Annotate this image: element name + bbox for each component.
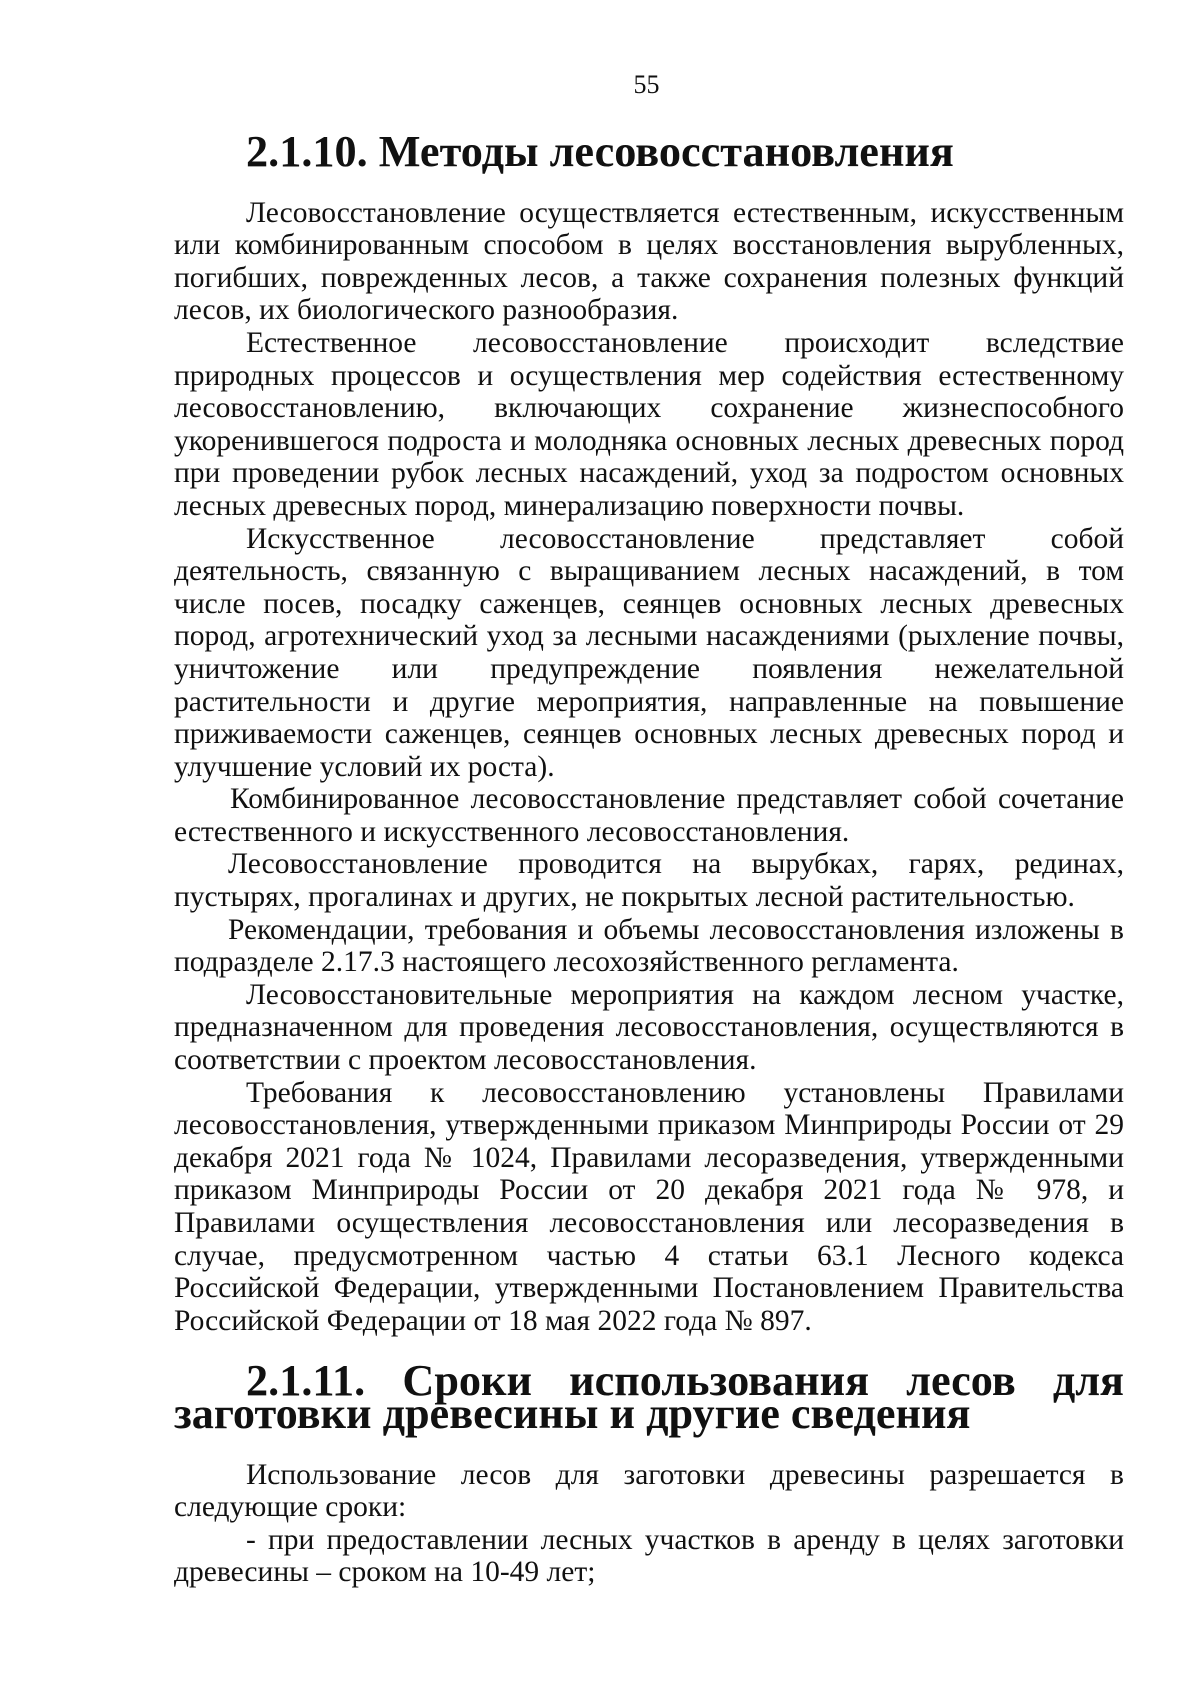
- section-heading-timber-terms: 2.1.11. Сроки использования лесов для заготовки древесины и другие сведения: [174, 1356, 1124, 1438]
- paragraph: Требования к лесовосстановлению установлены Правилами лесовосстановления, утвержденными приказом Минприроды России от 29 декабря 2021 года № 1024, Правилами лесоразведения, утвержденными приказом Минприроды России от 20 декабря 2021 года № 978, и Правилами осуществления лесовосстановления или лесоразведения в случае, предусмотренном частью 4 статьи 63.1 Лесного кодекса Российской Федерации, утвержденными Постановлением Правительства Российской Федерации от 18 мая 2022 года № 897.: [174, 1076, 1124, 1337]
- paragraph: Искусственное лесовосстановление представляет собой деятельность, связанную с выращиванием лесных насаждений, в том числе посев, посадку саженцев, сеянцев основных лесных древесных пород, агротехнический уход за лесными насаждениями (рыхление почвы, уничтожение или предупреждение появления нежелательной растительности и другие мероприятия, направленные на повышение приживаемости саженцев, сеянцев основных лесных древесных пород и улучшение условий их роста).: [174, 522, 1124, 783]
- page-number: 55: [633, 70, 660, 99]
- paragraph: Лесовосстановление осуществляется естественным, искусственным или комбинированным способом в целях восстановления вырубленных, погибших, поврежденных лесов, а также сохранения полезных функций лесов, их биологического разнообразия.: [174, 196, 1124, 327]
- paragraph: Лесовосстановительные мероприятия на каждом лесном участке, предназначенном для проведения лесовосстановления, осуществляются в соответствии с проектом лесовосстановления.: [174, 978, 1124, 1077]
- paragraph: Рекомендации, требования и объемы лесовосстановления изложены в подразделе 2.17.3 настоящего лесохозяйственного регламента.: [174, 913, 1124, 979]
- paragraph: Лесовосстановление проводится на вырубках, гарях, рединах, пустырях, прогалинах и других, не покрытых лесной растительностью.: [174, 848, 1124, 914]
- document-body: [174, 127, 1124, 1589]
- list-item: - при предоставлении лесных участков в аренду в целях заготовки древесины – сроком на 10-49 лет;: [174, 1523, 1124, 1589]
- section-heading-methods: 2.1.10. Методы лесовосстановления: [246, 127, 954, 176]
- paragraph: Комбинированное лесовосстановление представляет собой сочетание естественного и искусственного лесовосстановления.: [174, 783, 1124, 848]
- paragraph: Использование лесов для заготовки древесины разрешается в следующие сроки:: [174, 1458, 1124, 1524]
- paragraph: Естественное лесовосстановление происходит вследствие природных процессов и осуществления мер содействия естественному лесовосстановлению, включающих сохранение жизнеспособного укоренившегося подроста и молодняка основных лесных древесных пород при проведении рубок лесных насаждений, уход за подростом основных лесных древесных пород, минерализацию поверхности почвы.: [174, 326, 1124, 522]
